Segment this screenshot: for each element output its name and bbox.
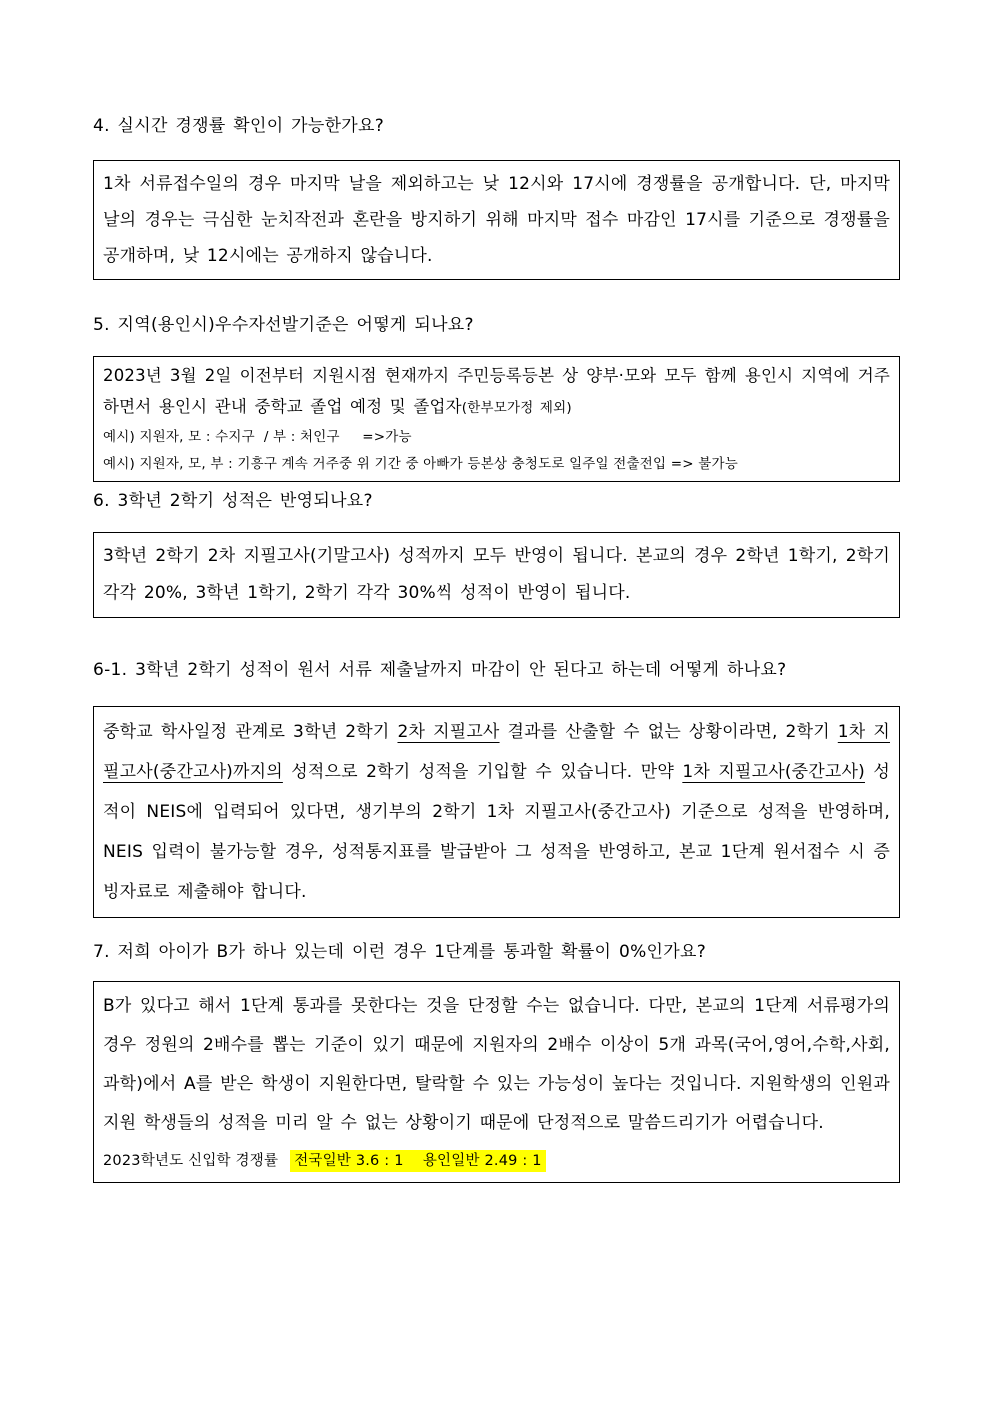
- competition-rate-line: [103, 1147, 890, 1175]
- answer-6-1-seg-1: 중학교 학사일정 관계로 3학년 2학기: [103, 722, 398, 742]
- section-q4: [93, 114, 900, 280]
- question-4-heading: 4. 실시간 경쟁률 확인이 가능한가요?: [93, 116, 385, 136]
- section-q7: [93, 940, 900, 1183]
- question-6-1-heading: 6-1. 3학년 2학기 성적이 원서 서류 제출날까지 마감이 안 된다고 하는데 어떻게 하나요?: [93, 660, 787, 680]
- answer-5-example-2: 예시) 지원자, 모, 부 : 기흥구 계속 거주중 위 기간 중 아빠가 등본상 충청도로 일주일 전출전입 => 불가능: [103, 456, 738, 472]
- answer-box-6: [93, 532, 900, 618]
- answer-text-4: 1차 서류접수일의 경우 마지막 날을 제외하고는 낮 12시와 17시에 경쟁률을 공개합니다. 단, 마지막 날의 경우는 극심한 눈치작전과 혼란을 방지하기 위해 마지막 접수 마감인 17시를 기준으로 경쟁률을 공개하며, 낮 12시에는 공개하지 않습니다.: [103, 174, 890, 266]
- answer-text-7: B가 있다고 해서 1단계 통과를 못한다는 것을 단정할 수는 없습니다. 다만, 본교의 1단계 서류평가의 경우 정원의 2배수를 뽑는 기준이 있기 때문에 지원자의 2배수 이상이 5개 과목(국어,영어,수학,사회,과학)에서 A를 받은 학생이 지원한다면, 탈락할 수 있는 가능성이 높다는 것입니다. 지원학생의 인원과 지원 학생들의 성적을 미리 알 수 없는 상황이기 때문에 단정적으로 말씀드리기가 어렵습니다.: [103, 996, 890, 1133]
- underlined-exam-term-1: 2차 지필고사: [397, 722, 500, 742]
- section-q6-1: [93, 650, 900, 918]
- competition-rate-label: 2023학년도 신입학 경쟁률: [103, 1153, 279, 1169]
- answer-box-7: [93, 981, 900, 1183]
- question-6-heading: 6. 3학년 2학기 성적은 반영되나요?: [93, 491, 373, 511]
- answer-box-5: [93, 356, 900, 482]
- underlined-exam-term-2: 1차 지필고사(중간고사)까지의: [103, 722, 890, 782]
- answer-6-1-seg-2: 결과를 산출할 수 없는 상황이라면, 2학기: [499, 722, 838, 742]
- answer-5-note: (한부모가정 제외): [461, 400, 572, 416]
- question-7-heading: 7. 저희 아이가 B가 하나 있는데 이런 경우 1단계를 통과할 확률이 0%인가요?: [93, 942, 707, 962]
- answer-box-4: [93, 160, 900, 280]
- answer-5-example-1: 예시) 지원자, 모 : 수지구 / 부 : 처인구 =>가능: [103, 429, 412, 445]
- question-5-heading: 5. 지역(용인시)우수자선발기준은 어떻게 되나요?: [93, 315, 474, 335]
- underlined-exam-term-3: 1차 지필고사(중간고사): [682, 762, 865, 782]
- answer-5-main: 2023년 3월 2일 이전부터 지원시점 현재까지 주민등록등본 상 양부·모와 모두 함께 용인시 지역에 거주하면서 용인시 관내 중학교 졸업 예정 및 졸업자: [103, 366, 890, 416]
- answer-6-1-seg-4: 성적이 NEIS에 입력되어 있다면, 생기부의 2학기 1차 지필고사(중간고사) 기준으로 성적을 반영하며, NEIS 입력이 불가능할 경우, 성적통지표를 발급받아 그 성적을 반영하고, 본교 1단계 원서접수 시 증빙자료로 제출해야 합니다.: [103, 762, 890, 902]
- competition-rate-highlight: 전국일반 3.6 : 1 용인일반 2.49 : 1: [290, 1150, 546, 1172]
- answer-text-6: 3학년 2학기 2차 지필고사(기말고사) 성적까지 모두 반영이 됩니다. 본교의 경우 2학년 1학기, 2학기 각각 20%, 3학년 1학기, 2학기 각각 30%씩 성적이 반영이 됩니다.: [103, 546, 890, 603]
- answer-text-6-1: [103, 712, 890, 912]
- answer-6-1-seg-3: 성적으로 2학기 성적을 기입할 수 있습니다. 만약: [282, 762, 683, 782]
- answer-box-6-1: [93, 706, 900, 918]
- answer-text-5: [103, 360, 890, 424]
- section-q5: [93, 313, 900, 482]
- section-q6: [93, 489, 900, 618]
